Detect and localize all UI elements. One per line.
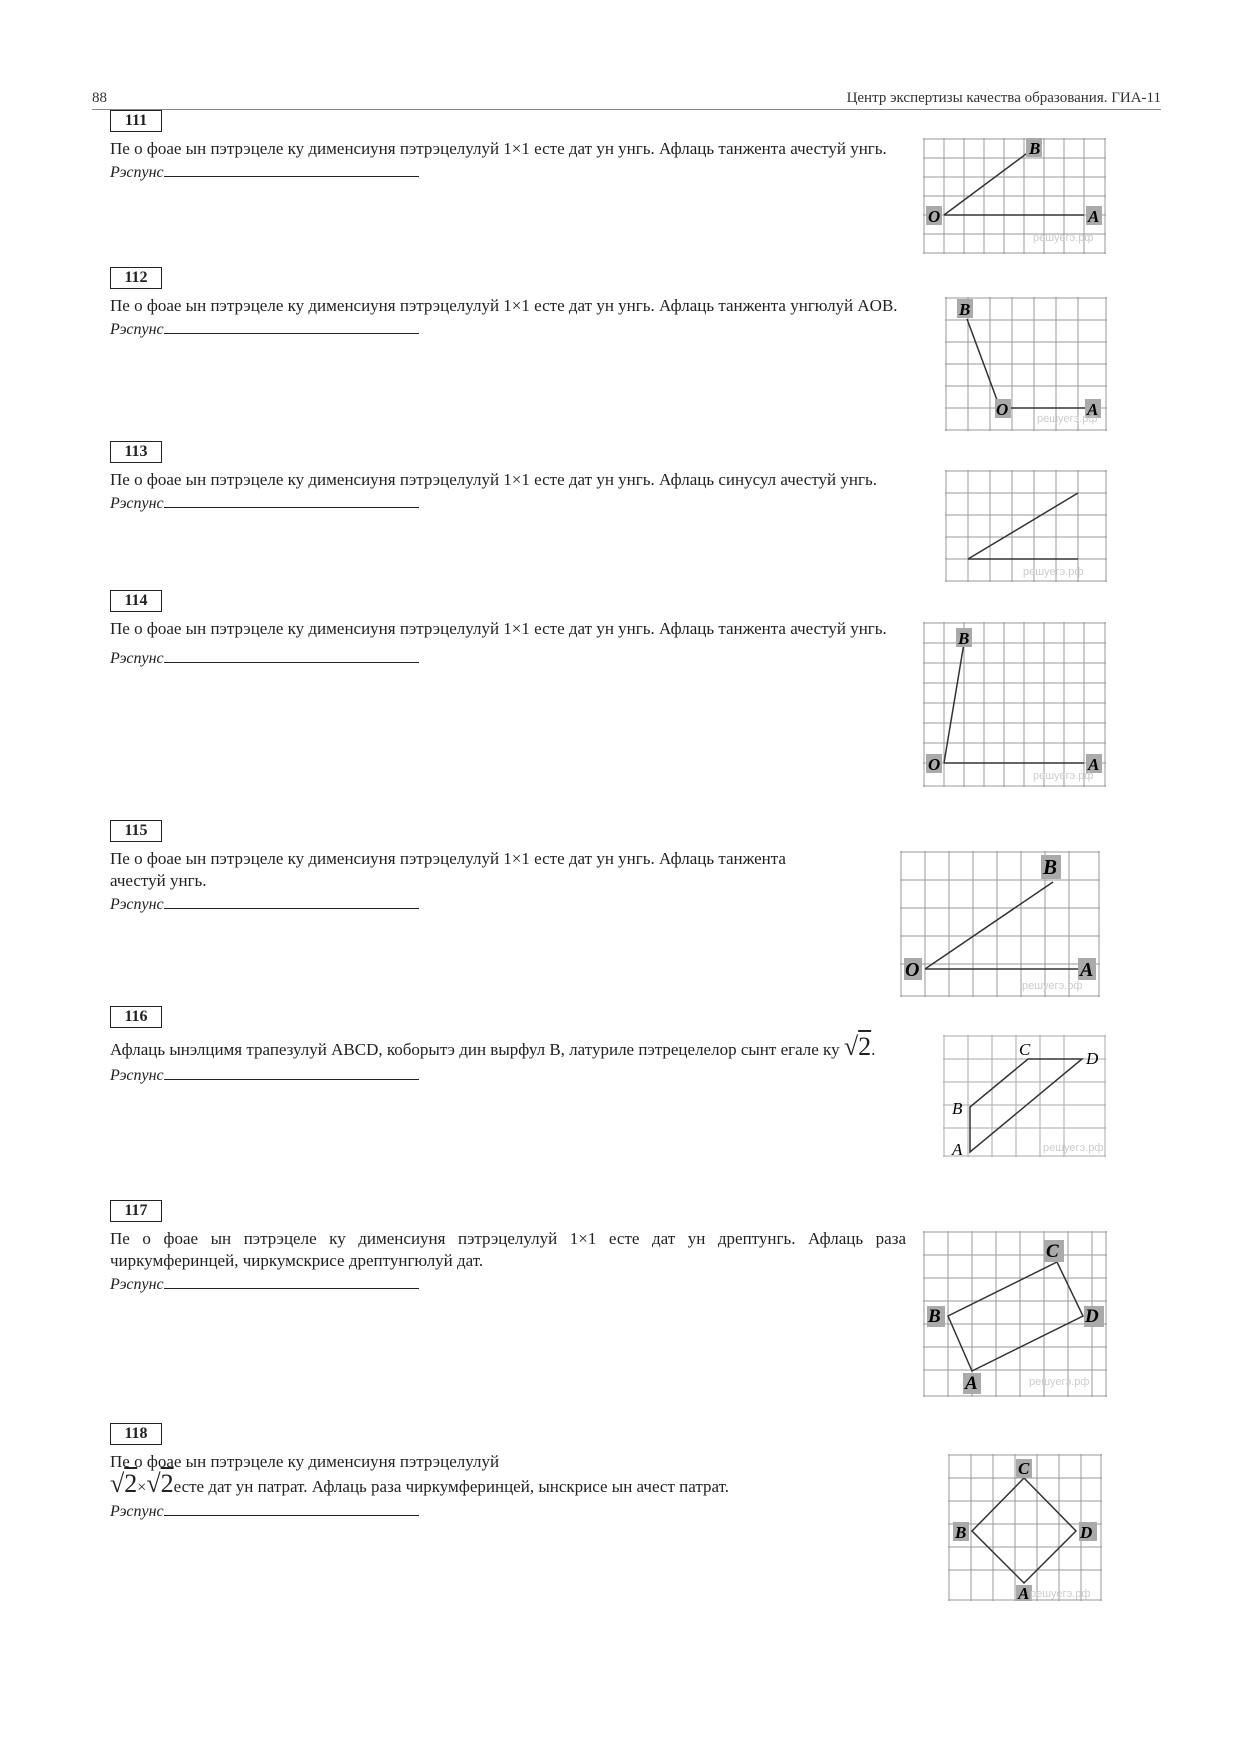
answer-line[interactable] — [164, 1065, 419, 1080]
point-label-a: A — [952, 1140, 963, 1157]
point-label-a: A — [965, 1373, 978, 1394]
answer-line[interactable] — [164, 894, 419, 909]
watermark: решуегэ.рф — [1033, 770, 1094, 782]
point-label-o: O — [996, 400, 1009, 419]
answer-label: Рэспунс — [110, 164, 164, 181]
answer-label: Рэспунс — [110, 321, 164, 338]
task-number: 115 — [110, 820, 162, 842]
figure-114 — [923, 622, 1106, 787]
answer-line[interactable] — [164, 162, 419, 177]
task-number: 114 — [110, 590, 162, 612]
figure-115 — [900, 851, 1100, 997]
point-label-a: A — [1088, 207, 1100, 226]
task-text-formula — [110, 1469, 910, 1499]
point-label-b: B — [1029, 139, 1041, 158]
answer-line[interactable] — [164, 1274, 419, 1289]
watermark: решуегэ.рф — [1023, 566, 1084, 578]
point-label-o: O — [928, 207, 941, 226]
task-text: Пе о фоае ын пэтрэцеле ку димeнсиуня пэтрэцелулуй 1×1 есте дат ун унгь. Афлаць танжента унгюлуй AOB. — [110, 296, 898, 315]
answer-label: Рэспунс — [110, 1067, 164, 1084]
task-text-part: Афлаць ынэлцимя трапезулуй ABCD, коборытэ дин вырфул B, латуриле пэтрецелелор сынт егале ку — [110, 1040, 844, 1059]
point-label-a: A — [1018, 1584, 1030, 1601]
task-115 — [110, 820, 840, 914]
task-111 — [110, 110, 906, 182]
point-label-d: D — [1085, 1306, 1099, 1327]
task-text: Пе о фоае ын пэтрэцеле ку димeнсиуня пэтрэцелулуй — [110, 1452, 500, 1471]
answer-field[interactable] — [110, 1274, 906, 1294]
sqrt-radicand: 2 — [858, 1032, 872, 1061]
task-text: Пе о фоае ын пэтрэцеле ку димeнсиуня пэтрэцелулуй 1×1 есте дат ун дрептунгь. Афлаць раза чиркумферинцей, чиркумскрисе дрептунгюлуй дат. — [110, 1229, 906, 1270]
point-label-b: B — [952, 1099, 963, 1118]
answer-field[interactable] — [110, 1065, 930, 1085]
task-number: 116 — [110, 1006, 162, 1028]
task-text: Пе о фоае ын пэтрэцеле ку димeнсиуня пэтрэцелулуй 1×1 есте дат ун унгь. Афлаць танжента ачестуй унгь. — [110, 619, 887, 638]
answer-line[interactable] — [164, 319, 419, 334]
point-label-b: B — [955, 1523, 967, 1542]
task-text: Пе о фоае ын пэтрэцеле ку димeнсиуня пэтрэцелулуй 1×1 есте дат ун унгь. Афлаць танжента ачестуй унгь. — [110, 849, 786, 890]
task-text-part: есте дат ун патрат. Афлаць раза чиркумферинцей, ынскрисе ын ачест патрат. — [173, 1477, 730, 1496]
watermark: решуегэ.рф — [1030, 1588, 1091, 1600]
figure-116 — [943, 1035, 1106, 1157]
task-118 — [110, 1423, 910, 1521]
answer-label: Рэспунс — [110, 650, 164, 667]
point-label-c: C — [1018, 1459, 1030, 1478]
answer-line[interactable] — [164, 1501, 419, 1516]
answer-field[interactable] — [110, 493, 930, 513]
point-label-c: C — [1046, 1241, 1059, 1262]
point-label-d: D — [1086, 1049, 1099, 1068]
point-label-c: C — [1019, 1040, 1031, 1059]
task-number: 117 — [110, 1200, 162, 1222]
point-label-b: B — [928, 1306, 941, 1327]
watermark: решуегэ.рф — [1043, 1142, 1104, 1154]
point-label-b: B — [959, 300, 971, 319]
point-label-a: A — [1080, 959, 1094, 981]
sqrt-expression: √2 — [146, 1469, 174, 1498]
sqrt-expression: √2 — [110, 1469, 138, 1498]
answer-field[interactable] — [110, 319, 930, 339]
task-116 — [110, 1006, 930, 1085]
task-text: Пе о фоае ын пэтрэцеле ку димeнсиуня пэтрэцелулуй 1×1 есте дат ун унгь. Афлаць танжента ачестуй унгь. — [110, 139, 887, 158]
figure-112 — [945, 297, 1107, 431]
figure-113 — [945, 470, 1107, 582]
task-112 — [110, 267, 930, 339]
task-number: 112 — [110, 267, 162, 289]
point-label-b: B — [958, 629, 970, 648]
task-text: Пе о фоае ын пэтрэцеле ку димeнсиуня пэтрэцелулуй 1×1 есте дат ун унгь. Афлаць синусул ачестуй унгь. — [110, 470, 877, 489]
answer-field[interactable] — [110, 162, 906, 182]
task-113 — [110, 441, 930, 513]
figure-117 — [923, 1231, 1107, 1397]
watermark: решуегэ.рф — [1037, 413, 1098, 425]
point-label-a: A — [1088, 755, 1100, 774]
answer-field[interactable] — [110, 1501, 910, 1521]
sqrt-radicand: 2 — [124, 1469, 138, 1498]
watermark: решуегэ.рф — [1022, 980, 1083, 992]
answer-line[interactable] — [164, 648, 419, 663]
sqrt-radicand: 2 — [160, 1469, 174, 1498]
task-text — [110, 1034, 930, 1063]
task-117 — [110, 1200, 906, 1294]
page-number: 88 — [92, 90, 107, 106]
answer-label: Рэспунс — [110, 1276, 164, 1293]
answer-label: Рэспунс — [110, 896, 164, 913]
page-header-title: Центр экспертизы качества образования. ГИА-11 — [846, 90, 1161, 106]
point-label-a: A — [1087, 400, 1099, 419]
point-label-o: O — [905, 959, 920, 981]
answer-label: Рэспунс — [110, 1503, 164, 1520]
point-label-b: B — [1043, 855, 1058, 879]
figure-118 — [948, 1454, 1102, 1601]
answer-field[interactable] — [110, 648, 906, 668]
watermark: решуегэ.рф — [1033, 232, 1094, 244]
task-number: 118 — [110, 1423, 162, 1445]
task-number: 113 — [110, 441, 162, 463]
times-sign: × — [137, 1479, 147, 1496]
answer-label: Рэспунс — [110, 495, 164, 512]
point-label-d: D — [1080, 1523, 1093, 1542]
point-label-o: O — [928, 755, 941, 774]
figure-111 — [923, 138, 1106, 254]
watermark: решуегэ.рф — [1029, 1376, 1090, 1388]
task-114 — [110, 590, 906, 668]
task-number: 111 — [110, 110, 162, 132]
answer-field[interactable] — [110, 894, 840, 914]
answer-line[interactable] — [164, 493, 419, 508]
task-text-part: . — [871, 1040, 876, 1059]
sqrt-expression: √2 — [843, 1032, 872, 1061]
